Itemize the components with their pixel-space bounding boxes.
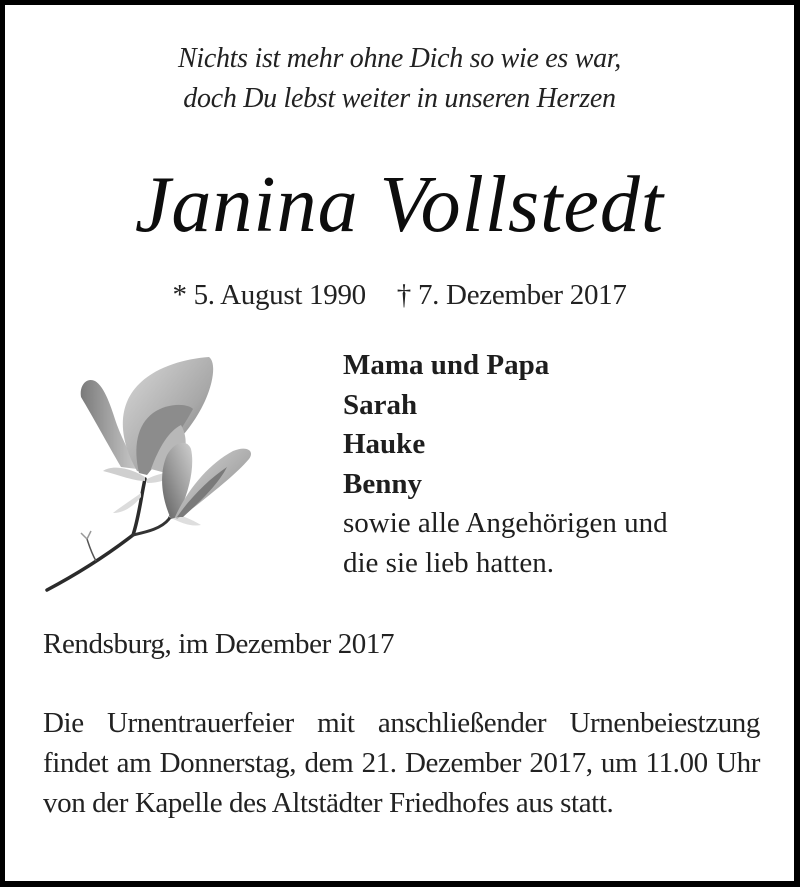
death-date: † 7. Dezember 2017 (396, 279, 627, 311)
obituary-notice (5, 5, 794, 881)
mourner-name: Hauke (343, 428, 426, 460)
mourner-name: Sarah (343, 388, 418, 421)
verse-line-1: Nichts ist mehr ohne Dich so wie es war, (178, 43, 621, 74)
deceased-name: Janina Vollstedt (134, 161, 665, 249)
mourners-closing-line-2: die sie lieb hatten. (343, 546, 554, 579)
mourners-closing-line-1: sowie alle Angehörigen und (343, 507, 668, 539)
magnolia-flower-image (41, 347, 261, 597)
mourner-name: Benny (343, 467, 422, 500)
mourner-name: Mama und Papa (343, 349, 550, 381)
mourners-list (343, 346, 668, 583)
memorial-verse (5, 39, 794, 119)
funeral-ceremony-details: Die Urnentrauerfeier mit anschließender Urnenbeiestzung findet am Donnerstag, dem 21. Dezember 2017, um 11.00 Uhr von der Kapelle des Altstädter Friedhofes aus statt. (43, 707, 760, 819)
life-dates (5, 275, 794, 315)
place-and-date: Rendsburg, im Dezember 2017 (43, 628, 395, 660)
birth-date: * 5. August 1990 (172, 279, 366, 311)
verse-line-2: doch Du lebst weiter in unseren Herzen (183, 83, 616, 114)
